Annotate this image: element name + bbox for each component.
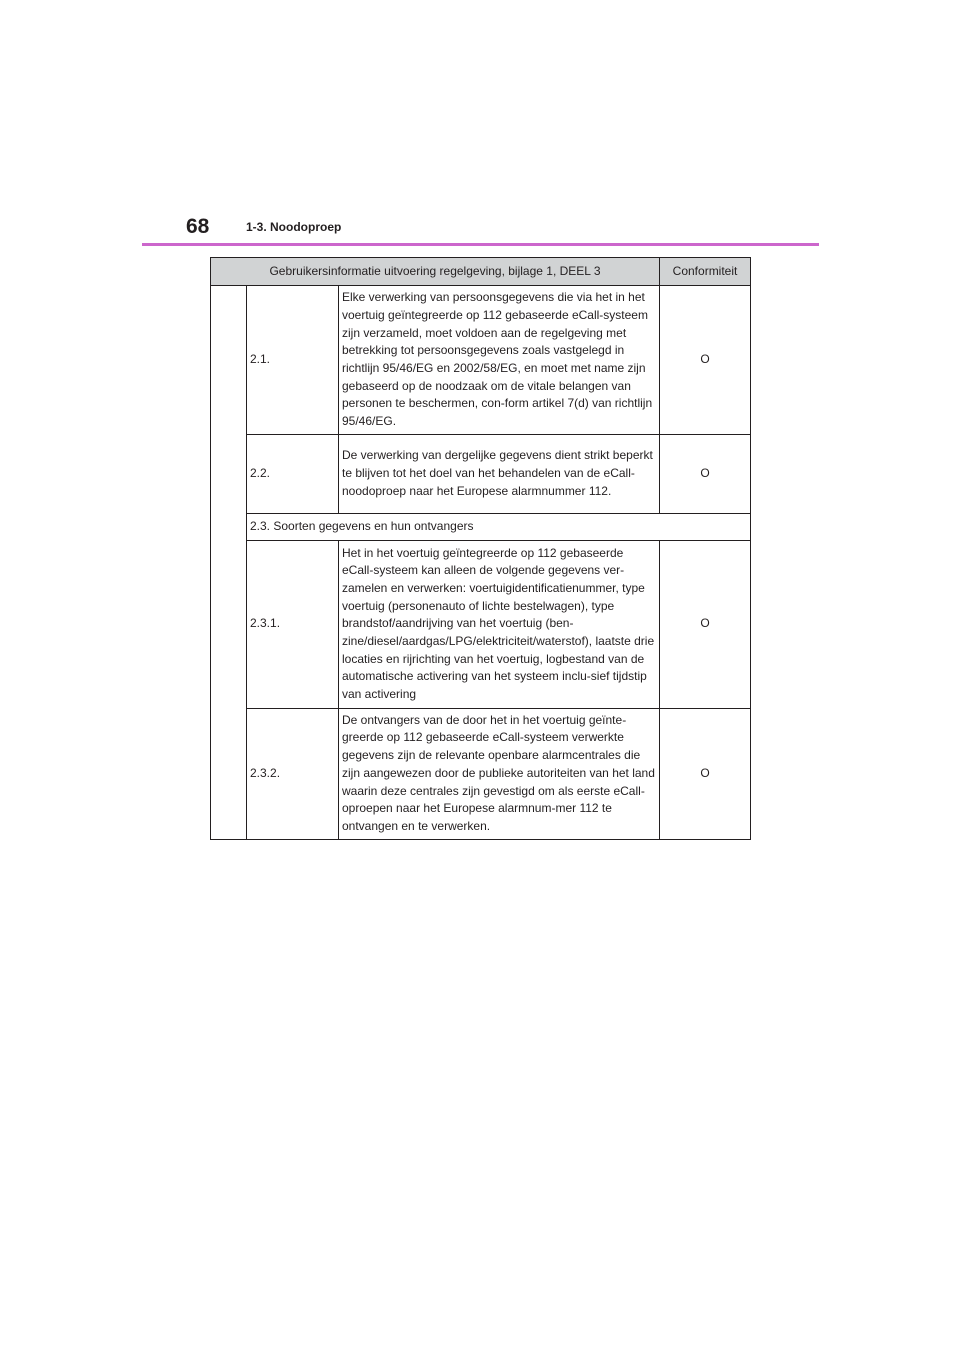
row-text: Het in het voertuig geïntegreerde op 112 gebaseerde eCall-systeem kan alleen de volgende gegevens ver-zamelen en verwerken: voertuigidentificatienummer, type voertuig (personenauto of lichte bestelwagen), type brandstof/aandrijving van het voertuig (ben-zine/diesel/aardgas/LPG/elektriciteit/waterstof), laatste drie locaties en rijrichting van het voertuig, logbestand van de automatische activering van het systeem inclu-sief tijdstip van activering <box>339 540 660 708</box>
table-row <box>211 435 751 514</box>
table-row <box>211 286 751 435</box>
row-number: 2.3.2. <box>247 708 339 839</box>
row-conformity: O <box>660 286 751 435</box>
regulation-table <box>210 257 751 840</box>
table-header-info: Gebruikersinformatie uitvoering regelgeving, bijlage 1, DEEL 3 <box>211 258 660 286</box>
page-number: 68 <box>186 215 210 238</box>
section-title: 1-3. Noodoproep <box>246 220 342 234</box>
row-number: 2.3.1. <box>247 540 339 708</box>
table-row <box>211 708 751 839</box>
row-text: De verwerking van dergelijke gegevens dient strikt beperkt te blijven tot het doel van het behandelen van de eCall-noodoproep naar het Europese alarmnummer 112. <box>339 435 660 514</box>
row-number: 2.1. <box>247 286 339 435</box>
table-header-row <box>211 258 751 286</box>
row-text: De ontvangers van de door het in het voertuig geïnte-greerde op 112 gebaseerde eCall-systeem verwerkte gegevens zijn de relevante openbare alarmcentrales die zijn aangewezen door de publieke autoriteiten van het land waarin deze centrales zijn gevestigd om als eerste eCall-oproepen naar het Europese alarmnum-mer 112 te ontvangen en te verwerken. <box>339 708 660 839</box>
row-text: Elke verwerking van persoonsgegevens die via het in het voertuig geïntegreerde op 112 gebaseerde eCall-systeem zijn verzameld, moet voldoen aan de regelgeving met betrekking tot persoonsgegevens zoals vastgelegd in richtlijn 95/46/EG en 2002/58/EG, en moet met name zijn gebaseerd op de noodzaak om de vitale belangen van personen te beschermen, con-form artikel 7(d) van richtlijn 95/46/EG. <box>339 286 660 435</box>
table-row <box>211 540 751 708</box>
row-conformity: O <box>660 540 751 708</box>
table-header-conformity: Conformiteit <box>660 258 751 286</box>
header-rule <box>142 243 819 246</box>
subsection-heading: 2.3. Soorten gegevens en hun ontvangers <box>247 514 751 541</box>
row-conformity: O <box>660 708 751 839</box>
row-conformity: O <box>660 435 751 514</box>
row-number: 2.2. <box>247 435 339 514</box>
table-subsection-row <box>211 514 751 541</box>
indent-cell <box>211 286 247 840</box>
